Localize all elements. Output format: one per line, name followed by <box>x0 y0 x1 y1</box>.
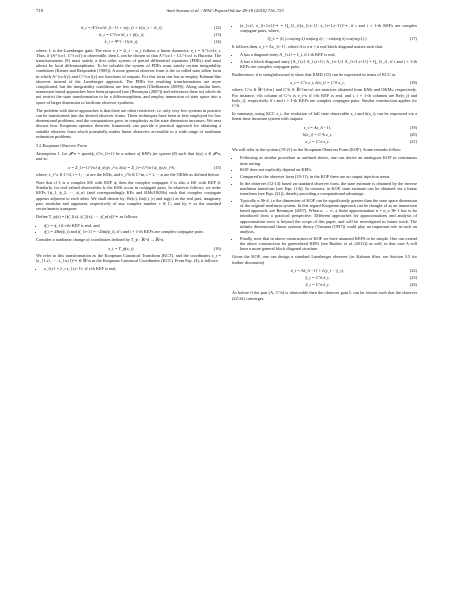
assumption: Assumption 1. Let 𝓕^n = span{ϕ_i}^n_{i=1} be a subset of KEFs for system (8) such that h(x), x ∈ 𝓕^n, and so <box>36 151 221 162</box>
list-item: • ϕ̃_i = 2Re(ϕ_i) and ϕ̃_{i+1} = −2Im(ϕ_i), if i and i + 1-th KEFs are complex conjugate pairs. <box>44 229 221 234</box>
equation-17: Q_λ = |λ| ( cos(arg λ) sin(arg λ) ; −sin(arg λ) cos(arg λ) ). (17) <box>267 36 417 42</box>
paragraph: Furthermore, it is straightforward to show that KMD (15) can be expressed in terms of KCC as <box>232 71 396 77</box>
equation-18: x_t = C^x z_t, h(x_t) = C^h z_t, (18) <box>290 80 417 86</box>
paragraph: It follows then, z_t = Az_{t−1}, where A is a n × n real block diagonal matrix such that: <box>232 43 384 49</box>
equation-23: ŷ_t = C^h ẑ_t, (23) <box>305 274 417 280</box>
list-item: • (z_{i,t}, z_{i+1,t})^∗ = Q_{λ_i}(z_{i,t−1}, z_{i+1,t−1})^∗, if i and i + 1-th KEFs are complex conjugate pairs, where, <box>240 23 417 33</box>
paragraph: where, L is the Luenberger gain. The error e_t = ŵ_t − w_t follows a linear dynamics: e_t = A^{co}e_t. Thus, if (A^{co}, C^{co}) is observable, then L can be chosen so that A^{co} − LC^{co} is Hurwitz. The transformations (9) must satisfy a first order system of partial differential equations (PDEs) and must atleast be local diffeomorphisms. To be solvable the system of PDEs must satisfy certain integrability conditions (Krener and Respondek (1985)). A more general observer form is the so called state affine form in which A^{co}(y) and C^{co}(y) are functions of outputs. For this form one has to employ Kalman-like observer instead of the Luenberger approach. The PDEs for resulting transformations are more complicated, but the integrability conditions are less stringent (Übelhausen (2009)). Along similar lines, immersion based approaches have been proposed (see (Besançon (2007)) and references there in) which do not restrict the state transformation to be a diffeomorphism, and employ immersion of state space into a space of larger dimension to facilitate observer synthesis. <box>36 47 221 105</box>
equation-14: x̂_t = Ψ^{−1}(ŵ_t), (14) <box>104 39 221 45</box>
equation-block-12-14 <box>36 25 221 45</box>
running-title: Amit Surana et al. / IFAC-PapersOnLine 49-18 (2016) 716–723 <box>166 8 284 13</box>
paragraph: In summary, using KCC z_t, the evolution of full state observable x_t and h(x_t) can be expressed via a linear time invariant system with outputs: <box>232 111 417 122</box>
right-column <box>232 22 417 304</box>
paragraph: Consider a nonlinear change of coordinates defined by T_ϕ : ℝ^d → ℝ^n, <box>36 237 165 243</box>
paragraph: where, C^x ∈ ℝ^{d×n} and C^h ∈ ℝ^{m×n} are matrices obtained from KMs and OKMs, respectively. For instance, i-th column of C^x is v_i^x if i-th KEF is real, and i, i + 1-th columns are Re(v_i) and Im(v_i), respectively if i and i + 1-th KEFs are complex conjugate pairs. Similar construction applies for C^h. <box>232 87 417 108</box>
paragraph: Given the KOF, one can design a standard Luenberger observer (or Kalman filter, see Section 3.5 for further discussion) <box>232 254 417 265</box>
page-header <box>36 8 414 18</box>
list-item: • Typically n ≫ d, i.e the dimension of KOF can be significantly greater than the state space dimension of the original nonlinear system. In this regard Koopman approach can be thought of as an immersion based approach, see Besançon (2007). When n → ∞, a finite approximation n = n_o ≫ 1 has to be introduced from a practical perspective. Different approaches for approximations and analysis of approximation error is beyond the scope of this paper, and will be investigated in future work. The infinite dimensional linear systems theory (Tzmann (1997)) could play an important role in such an analysis. <box>240 198 417 234</box>
equation-22: ẑ_t = Aẑ_{t−1} + L(y_t − ŷ_t), (22) <box>290 267 417 273</box>
equation-block-22-24 <box>232 268 417 288</box>
list-item: • ϕ̃_i = ϕ_i if i-th KEF is real, and <box>44 223 221 228</box>
bullet-list <box>232 23 417 33</box>
page-number: 718 <box>36 8 43 13</box>
equation-15: x = Σ_{i=1}^{n} ϕ_i(x)v_i^x, h(x) = Σ_{i=1}^{n} ϕ_i(x)v_i^h, (15) <box>68 164 221 170</box>
paragraph: Define T_ϕ(x) = (ϕ̃_1(x), ϕ̃_2(x), ···, ϕ̃_n(x))^∗ as follows: <box>36 214 139 220</box>
equation-19: z_t = Az_{t−1}, (19) <box>303 124 417 130</box>
list-item: • In the observer (12-14) based on standard observer form, the state estimate is obtained by the inverse nonlinear transform (see Eqn. (14)). In contrast, in KOF, state estimate can be obtained via a linear transform (see Eqn. (21)), thereby providing a computational advantage. <box>240 181 417 197</box>
paragraph: We will refer to the system (19-21) as the Koopman Observer Form (KOF). Some remarks follow: <box>232 147 402 153</box>
equation-13: ŵ_t = C^{co}ŵ_t + β(y_t), (13) <box>98 32 221 38</box>
equation-24: x̂_t = C^x ẑ_t. (24) <box>305 282 417 288</box>
bullet-list <box>36 266 221 271</box>
list-item: • Finally, note that in above construction of KOF we have assumed KEFS to be simple. One can extend the above construction for generalized KEFs (see Budisic et al. (2012)) as well, in that case A will have a more general block diagonal structure. <box>240 236 417 252</box>
list-item: • z_{i,t} = λ_i z_{i,t−1}, if i-th KEF is real, <box>44 266 221 271</box>
list-item: • KOF does not explicitly depend on KEFs. <box>240 167 417 172</box>
bullet-list <box>232 155 417 251</box>
list-item: • A has a block diagonal entry [A_{i,i} A_{i,i+1}; A_{i+1,i} A_{i+1,i+1}] = Q_{λ_i}, if i and i + 1-th KEFs are complex conjugate pairs. <box>240 59 417 69</box>
list-item: • Following as similar procedure as outlined above, one can derive an analogous KOF in continuous time setting. <box>240 155 417 165</box>
paragraph: We refer to this transformation as the Koopman Canonical Transform (KCT), and the coordinates z_t = (z_{1,t}, ···, z_{n,t})^∗ ∈ ℝ^n as the Koopman Canonical Coordinates (KCC). From Eqs. (4), it follows: <box>36 252 221 264</box>
list-item: • Compared to the observer form (10-11), in the KOF there are no output injection terms. <box>240 174 417 179</box>
equation-21: x_t = C^x z_t. (21) <box>305 138 417 144</box>
paragraph: As before if the pair (A, C^h) is observable then the observer gain L can be chosen such that the observer (22-24) converges. <box>232 290 417 301</box>
paragraph: Note that if λ is a complex KE with KEF ϕ, then the complex conjugate λ̄ is also a KE with KEF ϕ̄. Similarly, for real valued observables h, the KMs occur in conjugate pairs. In whatever follows, we order KEFs {ϕ_1, ϕ_2, ···, ϕ_n} (and correspondingly KEs and KMs/OKMs) such that complex conjugate appears adjacent to each other. We shall denote by: Re(c), Im(c), |c| and arg(c) as the real part, imaginary part, modulus and argument, respectively of any complex number c ∈ C; and by ∗ as the standard vector/matrix transpose. <box>36 180 221 212</box>
left-column <box>36 22 221 274</box>
paragraph: where, v_i^x ∈ C^d, i = 1,···,n are the KMs, and v_i^h ∈ C^m, i = 1,···,n are the OKMs as defined before. <box>36 171 221 177</box>
section-heading: 3.2 Koopman Observer Form <box>36 143 87 149</box>
equation-12: ŵ_t = A^{co}ŵ_{t−1} + α(y_t) + L(w_t − ŵ_t), (12) <box>80 25 221 30</box>
equation-block-19-21 <box>232 125 417 145</box>
bullet-list <box>36 223 221 235</box>
equation-16: z_t = T_ϕ(x_t). (16) <box>108 245 221 251</box>
list-item: • A has a diagonal entry A_{i,i} = λ_i, if i-th KEF is real, <box>240 52 417 57</box>
bullet-list <box>232 52 417 69</box>
paragraph: The problem with above approaches is that there are often restrictive, i.e. only very few systems in practice can be transformed into the desired observer forms. These techniques have been at best employed for low dimensional problems, and the computations grow in complexity as the state dimension increases. We next discuss how Koopman operator theoretic framework can provide a practical approach for obtaining a suitable observer form which potentially makes linear observers accessible to a wide range of nonlinear estimation problems. <box>36 107 221 139</box>
equation-20: h(x_t) = C^h z_t, (20) <box>302 131 417 137</box>
